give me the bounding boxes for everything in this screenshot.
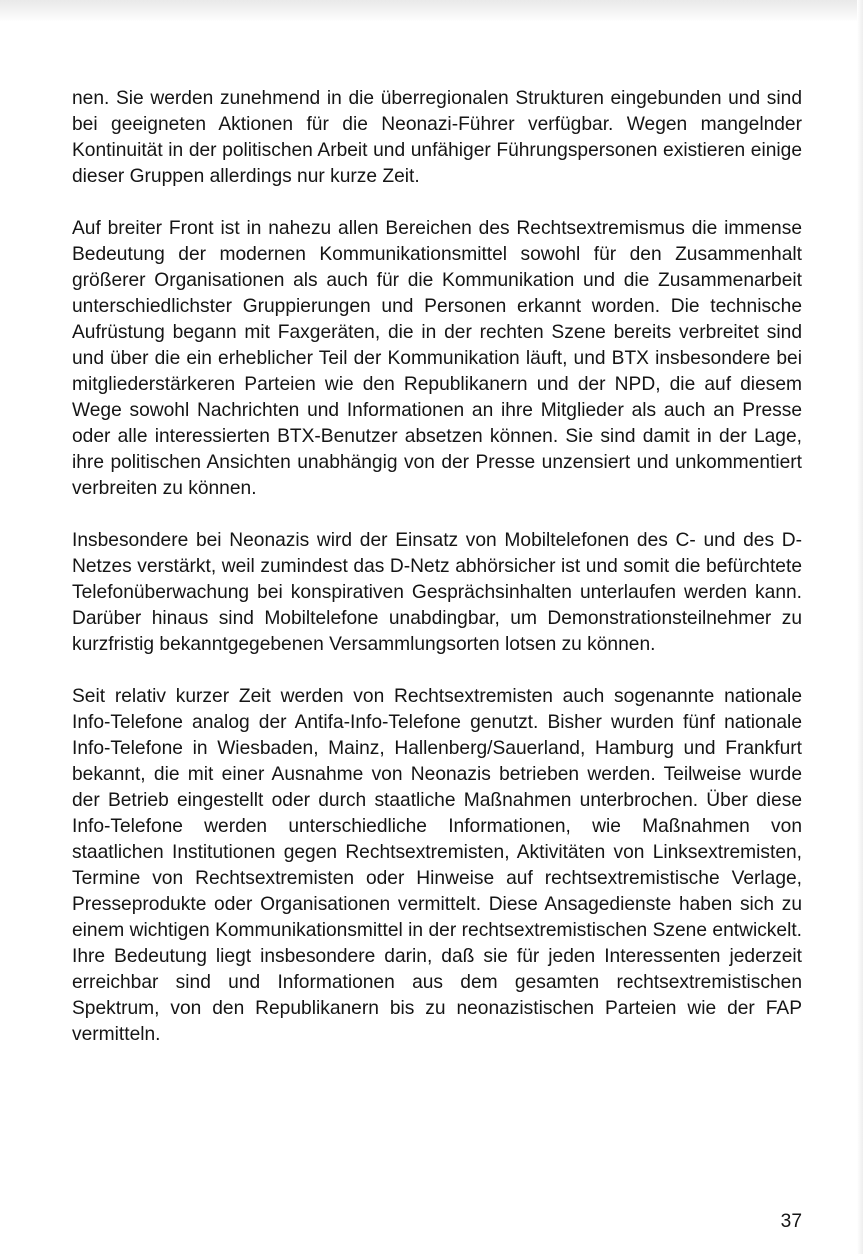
paragraph-continuation: nen. Sie werden zunehmend in die überregionalen Strukturen eingebunden und sind bei geeigneten Aktionen für die Neonazi-Führer verfügbar. Wegen mangelnder Kontinuität in der politischen Arbeit und unfähiger Führungspersonen existieren einige dieser Gruppen allerdings nur kurze Zeit. bbox=[72, 88, 802, 187]
scan-right-edge bbox=[857, 0, 863, 1254]
scan-top-edge bbox=[0, 0, 863, 22]
paragraph-communication-media: Auf breiter Front ist in nahezu allen Bereichen des Rechtsextremismus die immense Bedeutung der modernen Kommunikationsmittel sowohl für den Zusammenhalt größerer Organisationen als auch für die Kommunikation und die Zusammenarbeit unterschiedlichster Gruppierungen und Personen erkannt worden. Die technische Aufrüstung begann mit Faxgeräten, die in der rechten Szene bereits verbreitet sind und über die ein erheblicher Teil der Kommunikation läuft, und BTX insbesondere bei mitgliederstärkeren Parteien wie den Republikanern und der NPD, die auf diesem Wege sowohl Nachrichten und Informationen an ihre Mitglieder als auch an Presse oder alle interessierten BTX-Benutzer absetzen können. Sie sind damit in der Lage, ihre politischen Ansichten unabhängig von der Presse unzensiert und unkommentiert verbreiten zu können. bbox=[72, 218, 802, 499]
page-number: 37 bbox=[780, 1211, 802, 1232]
page-body bbox=[72, 86, 802, 1048]
paragraph-info-telephones: Seit relativ kurzer Zeit werden von Rechtsextremisten auch sogenannte nationale Info-Telefone analog der Antifa-Info-Telefone genutzt. Bisher wurden fünf nationale Info-Telefone in Wiesbaden, Mainz, Hallenberg/Sauerland, Hamburg und Frankfurt bekannt, die mit einer Ausnahme von Neonazis betrieben werden. Teilweise wurde der Betrieb eingestellt oder durch staatliche Maßnahmen unterbrochen. Über diese Info-Telefone werden unterschiedliche Informationen, wie Maßnahmen von staatlichen Institutionen gegen Rechtsextremisten, Aktivitäten von Linksextremisten, Termine von Rechtsextremisten oder Hinweise auf rechtsextremistische Verlage, Presseprodukte oder Organisationen vermittelt. Diese Ansagedienste haben sich zu einem wichtigen Kommunikationsmittel in der rechtsextremistischen Szene entwickelt. Ihre Bedeutung liegt insbesondere darin, daß sie für jeden Interessenten jederzeit erreichbar sind und Informationen aus dem gesamten rechtsextremistischen Spektrum, von den Republikanern bis zu neonazistischen Parteien wie der FAP vermitteln. bbox=[72, 686, 802, 1045]
paragraph-mobile-phones: Insbesondere bei Neonazis wird der Einsatz von Mobiltelefonen des C- und des D-Netzes verstärkt, weil zumindest das D-Netz abhörsicher ist und somit die befürchtete Telefonüberwachung bei konspirativen Gesprächsinhalten unterlaufen werden kann. Darüber hinaus sind Mobiltelefone unabdingbar, um Demonstrationsteilnehmer zu kurzfristig bekanntgegebenen Versammlungsorten lotsen zu können. bbox=[72, 530, 802, 655]
